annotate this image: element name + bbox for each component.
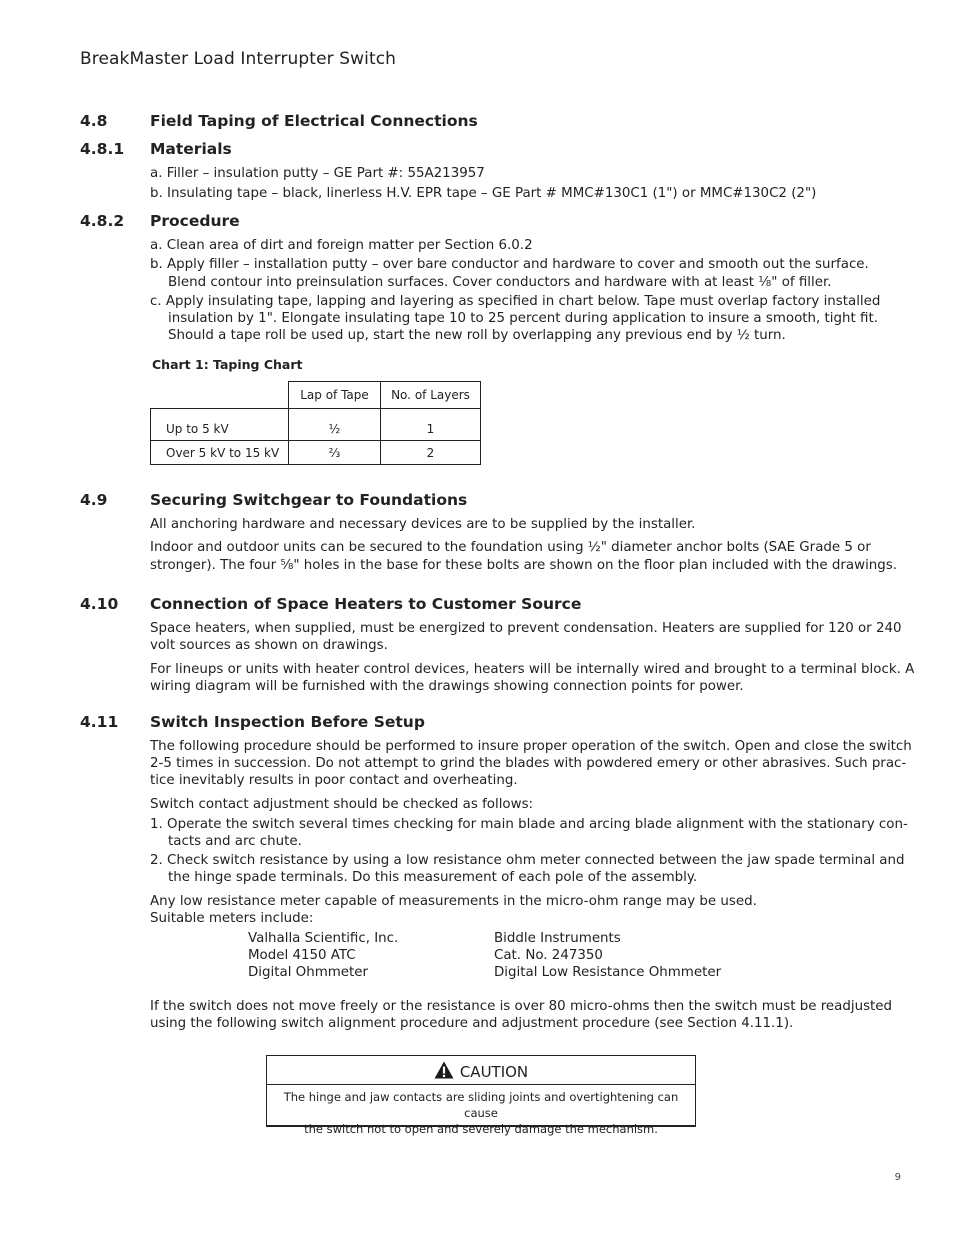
section-title: Connection of Space Heaters to Customer Source xyxy=(150,595,582,613)
table-cell: Up to 5 kV xyxy=(151,409,289,441)
table-header-cell: No. of Layers xyxy=(381,382,481,409)
caution-text xyxy=(267,1085,695,1137)
section-title: Securing Switchgear to Foundations xyxy=(150,491,468,509)
list-item: b. Insulating tape – black, linerless H.V. EPR tape – GE Part # MMC#130C1 (1") or MMC#130C2 (2") xyxy=(150,186,817,201)
section-number: 4.10 xyxy=(80,595,119,613)
paragraph: volt sources as shown on drawings. xyxy=(150,638,388,653)
chart-title: Chart 1: Taping Chart xyxy=(152,357,303,372)
paragraph: Space heaters, when supplied, must be energized to prevent condensation. Heaters are supplied for 120 or 240 xyxy=(150,621,902,636)
list-item: b. Apply filler – installation putty – over bare conductor and hardware to cover and smooth out the surface. xyxy=(150,257,869,272)
paragraph: tice inevitably results in poor contact and overheating. xyxy=(150,773,518,788)
meter-vendor-1 xyxy=(248,930,398,981)
paragraph: wiring diagram will be furnished with the drawings showing connection points for power. xyxy=(150,679,744,694)
list-item-continuation: insulation by 1". Elongate insulating tape 10 to 25 percent during application to insure a smooth, tight fit. xyxy=(168,311,878,326)
meter-line: Digital Ohmmeter xyxy=(248,965,369,980)
section-number: 4.11 xyxy=(80,713,119,731)
table-cell: 2 xyxy=(381,441,481,465)
table-cell: 1 xyxy=(381,409,481,441)
list-item-continuation: tacts and arc chute. xyxy=(168,834,302,849)
caution-line: The hinge and jaw contacts are sliding joints and overtightening can cause xyxy=(283,1090,679,1120)
paragraph: The following procedure should be performed to insure proper operation of the switch. Open and close the switch xyxy=(150,739,912,754)
section-title: Field Taping of Electrical Connections xyxy=(150,112,478,130)
section-title: Switch Inspection Before Setup xyxy=(150,713,425,731)
list-item: a. Clean area of dirt and foreign matter per Section 6.0.2 xyxy=(150,238,533,253)
section-number: 4.8.2 xyxy=(80,212,125,230)
table-header-cell xyxy=(151,382,289,409)
meter-line: Digital Low Resistance Ohmmeter xyxy=(494,965,722,980)
list-item: a. Filler – insulation putty – GE Part #: 55A213957 xyxy=(150,166,485,181)
list-item-continuation: Blend contour into preinsulation surfaces. Cover conductors and hardware with at least ⅛" of filler. xyxy=(168,275,832,290)
paragraph: For lineups or units with heater control devices, heaters will be internally wired and brought to a terminal block. A xyxy=(150,662,915,677)
paragraph: using the following switch alignment procedure and adjustment procedure (see Section 4.11.1). xyxy=(150,1016,794,1031)
paragraph: Switch contact adjustment should be checked as follows: xyxy=(150,797,534,812)
section-title: Procedure xyxy=(150,212,240,230)
table-cell: ½ xyxy=(289,409,381,441)
table-cell: ⅔ xyxy=(289,441,381,465)
section-number: 4.8 xyxy=(80,112,108,130)
table-row xyxy=(151,409,481,441)
warning-triangle-icon xyxy=(434,1061,454,1083)
section-number: 4.8.1 xyxy=(80,140,125,158)
meter-line: Model 4150 ATC xyxy=(248,948,356,963)
table-row xyxy=(151,441,481,465)
page-number: 9 xyxy=(894,1172,901,1183)
caution-line: the switch not to open and severely damage the mechanism. xyxy=(304,1122,658,1136)
list-item-continuation: the hinge spade terminals. Do this measurement of each pole of the assembly. xyxy=(168,870,698,885)
meter-vendor-2 xyxy=(494,930,721,981)
table-cell: Over 5 kV to 15 kV xyxy=(151,441,289,465)
list-item-continuation: Should a tape roll be used up, start the new roll by overlapping any previous end by ½ turn. xyxy=(168,328,786,343)
paragraph: Any low resistance meter capable of measurements in the micro-ohm range may be used. xyxy=(150,894,757,909)
caution-label: CAUTION xyxy=(459,1063,529,1081)
meter-line: Cat. No. 247350 xyxy=(494,948,603,963)
paragraph: 2-5 times in succession. Do not attempt to grind the blades with powdered emery or other abrasives. Such prac- xyxy=(150,756,907,771)
list-item: c. Apply insulating tape, lapping and layering as specified in chart below. Tape must overlap factory installed xyxy=(150,294,881,309)
section-title: Materials xyxy=(150,140,232,158)
table-header-row xyxy=(151,382,481,409)
paragraph: All anchoring hardware and necessary devices are to be supplied by the installer. xyxy=(150,517,696,532)
meter-line: Valhalla Scientific, Inc. xyxy=(248,931,399,946)
caution-header xyxy=(267,1056,695,1085)
meter-line: Biddle Instruments xyxy=(494,931,621,946)
list-item: 1. Operate the switch several times checking for main blade and arcing blade alignment with the stationary con- xyxy=(150,817,908,832)
section-number: 4.9 xyxy=(80,491,108,509)
caution-box xyxy=(266,1055,696,1136)
paragraph: If the switch does not move freely or the resistance is over 80 micro-ohms then the switch must be readjusted xyxy=(150,999,893,1014)
list-item: 2. Check switch resistance by using a low resistance ohm meter connected between the jaw spade terminal and xyxy=(150,853,905,868)
paragraph: Suitable meters include: xyxy=(150,911,314,926)
paragraph: Indoor and outdoor units can be secured to the foundation using ½" diameter anchor bolts (SAE Grade 5 or xyxy=(150,540,871,555)
paragraph: stronger). The four ⅝" holes in the base for these bolts are shown on the floor plan included with the drawings. xyxy=(150,558,898,573)
taping-chart-table xyxy=(150,381,481,465)
table-header-cell: Lap of Tape xyxy=(289,382,381,409)
document-title: BreakMaster Load Interrupter Switch xyxy=(80,49,397,69)
